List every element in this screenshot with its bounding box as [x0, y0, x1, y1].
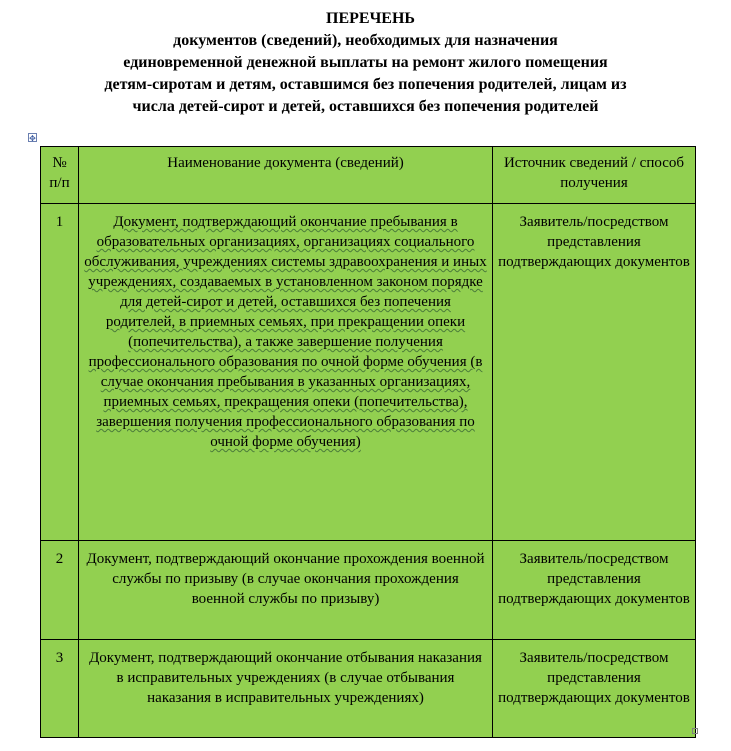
- table-row: [41, 204, 696, 541]
- row-document-name: [79, 541, 493, 640]
- row-number-text: 3: [55, 650, 64, 666]
- row-source-text: Заявитель/посредством представления подтверждающих документов: [498, 214, 690, 270]
- row-number-text: 1: [55, 214, 64, 230]
- heading-line-2: единовременной денежной выплаты на ремонт жилого помещения: [123, 54, 608, 71]
- row-number: [41, 204, 79, 541]
- heading-line-4: числа детей-сирот и детей, оставшихся без попечения родителей: [132, 98, 599, 115]
- documents-table: [40, 146, 696, 738]
- header-source: [493, 147, 696, 204]
- heading-title: ПЕРЕЧЕНЬ: [326, 10, 415, 27]
- row-source-text: Заявитель/посредством представления подтверждающих документов: [498, 551, 690, 607]
- row-source: [493, 640, 696, 738]
- row-document-name-text: Документ, подтверждающий окончание прохождения военной службы по призыву (в случае окончания прохождения военной службы по призыву): [86, 551, 485, 607]
- document-heading: [0, 8, 731, 118]
- heading-line-1: документов (сведений), необходимых для назначения: [173, 32, 558, 49]
- header-document-name-text: Наименование документа (сведений): [167, 155, 404, 171]
- header-document-name: [79, 147, 493, 204]
- heading-line-3: детям-сиротам и детям, оставшимся без попечения родителей, лицам из: [104, 76, 627, 93]
- row-document-name-text: Документ, подтверждающий окончание пребывания в образовательных организациях, организациях социального обслуживания, учреждениях системы здравоохранения и иных учреждениях, создаваемых в установленном законом порядке для детей-сирот и детей, оставшихся без попечения родителей, в приемных семьях, при прекращении опеки (попечительства), а также завершение получения профессионального образования по очной форме обучения (в случае окончания пребывания в указанных организациях, приемных семьях, прекращения опеки (попечительства), завершения получения профессионального образования по очной форме обучения): [84, 214, 487, 450]
- row-number-text: 2: [55, 551, 64, 567]
- header-source-text: Источник сведений / способ получения: [503, 155, 685, 191]
- row-number: [41, 640, 79, 738]
- table-row: [41, 640, 696, 738]
- table-row: [41, 541, 696, 640]
- header-number: [41, 147, 79, 204]
- row-document-name: [79, 640, 493, 738]
- row-document-name-text: Документ, подтверждающий окончание отбывания наказания в исправительных учреждениях (в случае отбывания наказания в исправительных учреждениях): [89, 650, 482, 706]
- row-number: [41, 541, 79, 640]
- header-number-text: № п/п: [49, 155, 70, 191]
- row-source: [493, 541, 696, 640]
- row-source-text: Заявитель/посредством представления подтверждающих документов: [498, 650, 690, 706]
- move-arrows-icon[interactable]: ✥: [29, 134, 36, 143]
- row-source: [493, 204, 696, 541]
- resize-square-icon[interactable]: [692, 728, 698, 734]
- table-header-row: [41, 147, 696, 204]
- row-document-name: [79, 204, 493, 541]
